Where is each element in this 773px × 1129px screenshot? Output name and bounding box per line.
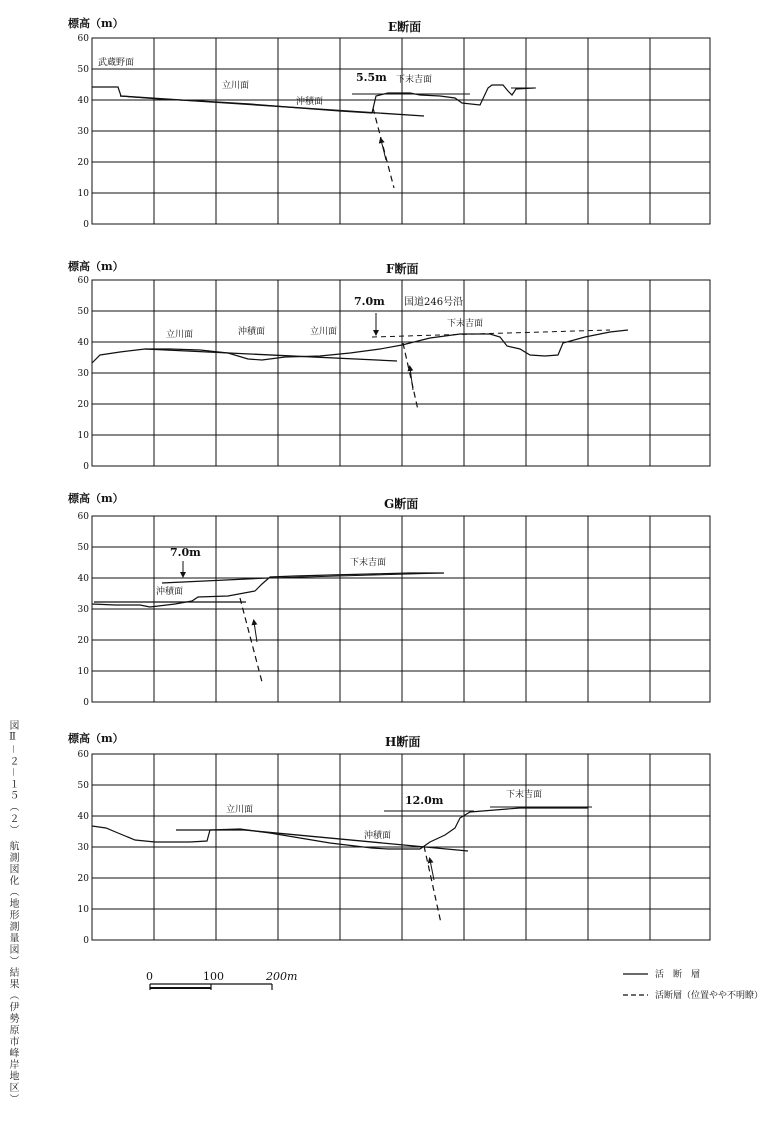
surface-label: 立川面 <box>310 327 338 337</box>
surface-label: 沖積面 <box>238 327 266 337</box>
movement-arrow <box>410 368 413 390</box>
offset-label: 12.0m <box>405 794 444 807</box>
surface-label: 立川面 <box>226 805 254 815</box>
surface-label: 沖積面 <box>296 97 324 107</box>
surface-label: 下末吉面 <box>350 558 387 568</box>
tick-label: 20 <box>77 400 89 410</box>
tick-label: 60 <box>77 750 89 760</box>
section-title: H断面 <box>385 735 421 749</box>
y-axis-label: 標高（m） <box>68 260 124 273</box>
fault-scarp-line <box>120 96 424 116</box>
tick-label: 40 <box>77 812 89 822</box>
section-e <box>68 16 710 230</box>
surface-label: 立川面 <box>166 330 194 340</box>
tick-label: 10 <box>77 431 89 441</box>
legend-solid-label: 活 断 層 <box>655 970 701 980</box>
y-axis-label: 標高（m） <box>68 17 124 30</box>
tick-label: 40 <box>77 574 89 584</box>
scale-tick-label: 200m <box>266 970 298 983</box>
section-title: E断面 <box>388 20 422 34</box>
legend <box>623 968 763 1001</box>
scale-tick-label: 0 <box>146 970 153 983</box>
tick-label: 50 <box>77 307 89 317</box>
tick-label: 0 <box>83 462 89 472</box>
tick-label: 30 <box>77 127 89 137</box>
surface-label: 下末吉面 <box>447 319 484 329</box>
section-f <box>68 259 710 472</box>
tick-label: 10 <box>77 905 89 915</box>
fault-line-uncertain <box>403 343 418 410</box>
fault-line-uncertain <box>424 846 441 923</box>
scale-tick-label: 100 <box>203 970 224 983</box>
surface-label: 下末吉面 <box>506 790 543 800</box>
tick-label: 10 <box>77 189 89 199</box>
offset-label: 7.0m <box>354 295 385 308</box>
tick-label: 0 <box>83 220 89 230</box>
y-ticks <box>78 34 90 230</box>
section-title: F断面 <box>386 262 419 276</box>
surface-label: 沖積面 <box>156 587 184 597</box>
tick-label: 20 <box>77 636 89 646</box>
legend-dashed-label: 活断層（位置やや不明瞭） <box>655 991 764 1001</box>
grid <box>92 754 710 940</box>
grid <box>92 516 710 702</box>
tick-label: 60 <box>77 276 89 286</box>
offset-label: 7.0m <box>170 546 201 559</box>
location-label: 国道246号沿 <box>404 297 464 308</box>
tick-label: 50 <box>77 781 89 791</box>
tick-label: 0 <box>83 936 89 946</box>
y-ticks <box>78 276 90 472</box>
y-ticks <box>78 512 90 708</box>
tick-label: 50 <box>77 543 89 553</box>
grid <box>92 280 710 466</box>
offset-label: 5.5m <box>356 71 387 84</box>
tick-label: 60 <box>77 512 89 522</box>
movement-arrow <box>381 140 386 160</box>
tick-label: 30 <box>77 843 89 853</box>
surface-label: 下末吉面 <box>396 75 433 85</box>
tick-label: 30 <box>77 605 89 615</box>
surface-label: 立川面 <box>222 81 250 91</box>
terrace-line-projected <box>372 330 610 337</box>
y-ticks <box>78 750 90 946</box>
fault-scarp-line <box>162 578 268 583</box>
y-axis-label: 標高（m） <box>68 732 124 745</box>
tick-label: 0 <box>83 698 89 708</box>
movement-arrow <box>254 622 257 642</box>
tick-label: 20 <box>77 158 89 168</box>
tick-label: 40 <box>77 338 89 348</box>
surface-label: 武蔵野面 <box>98 58 135 68</box>
tick-label: 50 <box>77 65 89 75</box>
tick-label: 40 <box>77 96 89 106</box>
surface-label: 沖積面 <box>364 831 392 841</box>
tick-label: 60 <box>77 34 89 44</box>
section-title: G断面 <box>384 497 419 511</box>
scale-bar <box>146 970 297 990</box>
tick-label: 30 <box>77 369 89 379</box>
y-axis-label: 標高（m） <box>68 492 124 505</box>
figure-caption: 図Ⅱ－２－１５（２） 航測図化（地形測量図）結果（伊勢原市峰岸地区） <box>7 720 18 1106</box>
grid <box>92 38 710 224</box>
section-g <box>68 491 710 708</box>
section-h <box>68 731 710 946</box>
tick-label: 20 <box>77 874 89 884</box>
tick-label: 10 <box>77 667 89 677</box>
